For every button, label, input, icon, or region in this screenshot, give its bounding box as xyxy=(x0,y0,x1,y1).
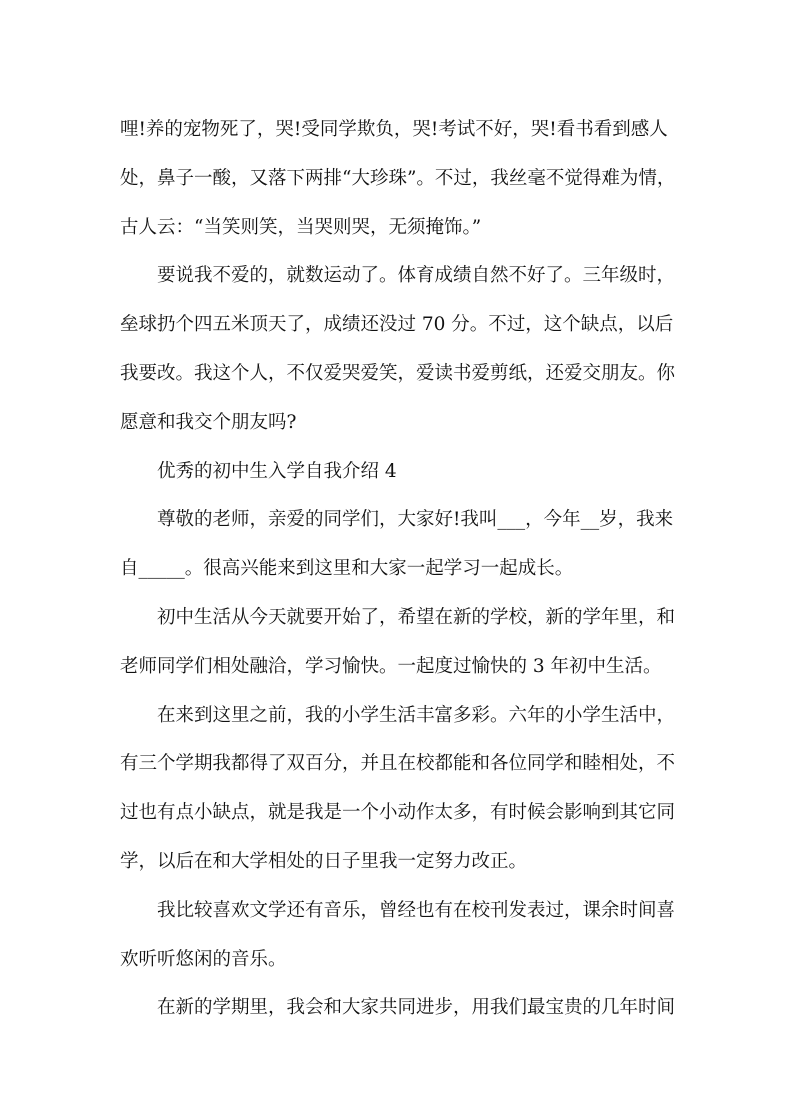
text-line-3: 古人云：“当笑则笑，当哭则哭，无须掩饰。” xyxy=(120,216,482,238)
text-line-15: 过也有点小缺点，就是我是一个小动作太多，有时候会影响到其它同 xyxy=(120,802,676,824)
section-heading: 优秀的初中生入学自我介绍 4 xyxy=(157,460,397,482)
text-line-4: 要说我不爱的，就数运动了。体育成绩自然不好了。三年级时， xyxy=(157,265,676,287)
text-line-6: 我要改。我这个人，不仅爱哭爱笑，爱读书爱剪纸，还爱交朋友。你 xyxy=(120,362,676,384)
document-body xyxy=(120,106,676,1033)
text-line-7: 愿意和我交个朋友吗? xyxy=(120,411,297,433)
text-line-18: 欢听听悠闲的音乐。 xyxy=(120,948,287,970)
text-line-13: 在来到这里之前，我的小学生活丰富多彩。六年的小学生活中， xyxy=(157,704,676,726)
text-line-10: 自_____。很高兴能来到这里和大家一起学习一起成长。 xyxy=(120,558,574,580)
text-line-12: 老师同学们相处融洽，学习愉快。一起度过愉快的 3 年初中生活。 xyxy=(120,655,662,677)
text-line-11: 初中生活从今天就要开始了，希望在新的学校，新的学年里，和 xyxy=(157,606,676,628)
text-line-16: 学，以后在和大学相处的日子里我一定努力改正。 xyxy=(120,850,528,872)
text-line-2: 处，鼻子一酸，又落下两排“大珍珠”。不过，我丝毫不觉得难为情， xyxy=(120,167,676,189)
text-line-1: 哩!养的宠物死了，哭!受同学欺负，哭!考试不好，哭!看书看到感人 xyxy=(120,119,668,140)
text-line-5: 垒球扔个四五米顶天了，成绩还没过 70 分。不过，这个缺点，以后 xyxy=(120,314,674,336)
text-line-9: 尊敬的老师，亲爱的同学们，大家好!我叫___，今年__岁，我来 xyxy=(157,509,674,531)
text-line-14: 有三个学期我都得了双百分，并且在校都能和各位同学和睦相处，不 xyxy=(120,753,676,775)
text-line-17: 我比较喜欢文学还有音乐，曾经也有在校刊发表过，课余时间喜 xyxy=(157,899,676,921)
text-line-19: 在新的学期里，我会和大家共同进步，用我们最宝贵的几年时间 xyxy=(157,997,676,1019)
